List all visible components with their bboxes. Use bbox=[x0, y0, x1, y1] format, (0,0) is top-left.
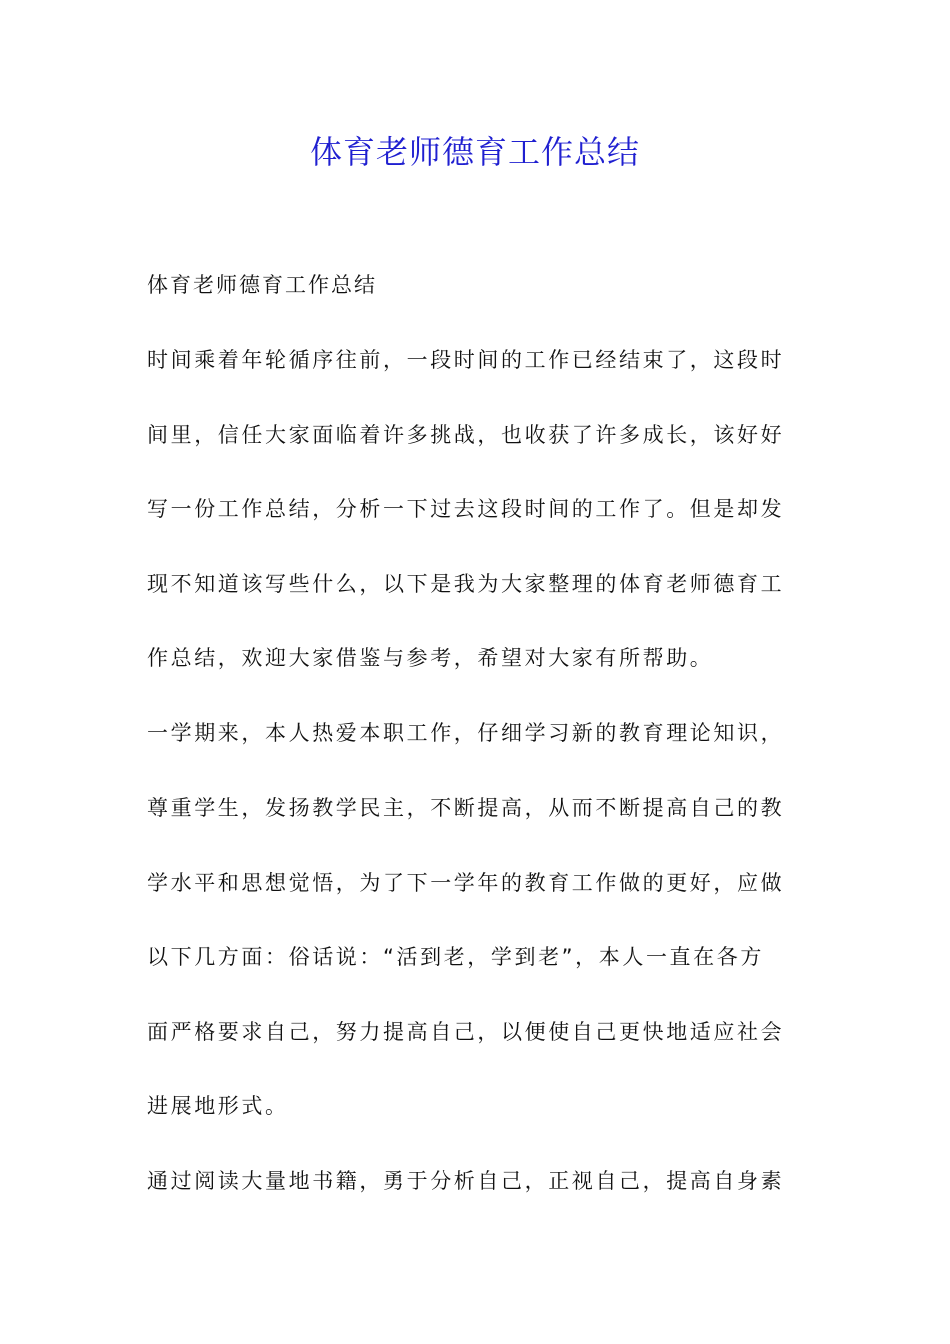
body-line: 以下几方面：俗话说：“活到老，学到老”，本人一直在各方 bbox=[147, 945, 764, 969]
body-line: 通过阅读大量地书籍，勇于分析自己，正视自己，提高自身素 bbox=[147, 1169, 785, 1193]
body-line: 作总结，欢迎大家借鉴与参考，希望对大家有所帮助。 bbox=[147, 646, 714, 670]
body-line: 现不知道该写些什么，以下是我为大家整理的体育老师德育工 bbox=[147, 572, 785, 596]
body-line: 写一份工作总结，分析一下过去这段时间的工作了。但是却发 bbox=[147, 497, 785, 521]
body-line: 进展地形式。 bbox=[147, 1094, 289, 1118]
body-line: 时间乘着年轮循序往前，一段时间的工作已经结束了，这段时 bbox=[147, 348, 785, 372]
body-line: 尊重学生，发扬教学民主，不断提高，从而不断提高自己的教 bbox=[147, 796, 785, 820]
document-subtitle: 体育老师德育工作总结 bbox=[147, 273, 377, 297]
body-line: 一学期来，本人热爱本职工作，仔细学习新的教育理论知识， bbox=[147, 721, 785, 745]
body-line: 面严格要求自己，努力提高自己，以便使自己更快地适应社会 bbox=[147, 1020, 785, 1044]
body-line: 学水平和思想觉悟，为了下一学年的教育工作做的更好，应做 bbox=[147, 871, 785, 895]
body-line: 间里，信任大家面临着许多挑战，也收获了许多成长，该好好 bbox=[147, 423, 785, 447]
document-title: 体育老师德育工作总结 bbox=[309, 133, 640, 171]
